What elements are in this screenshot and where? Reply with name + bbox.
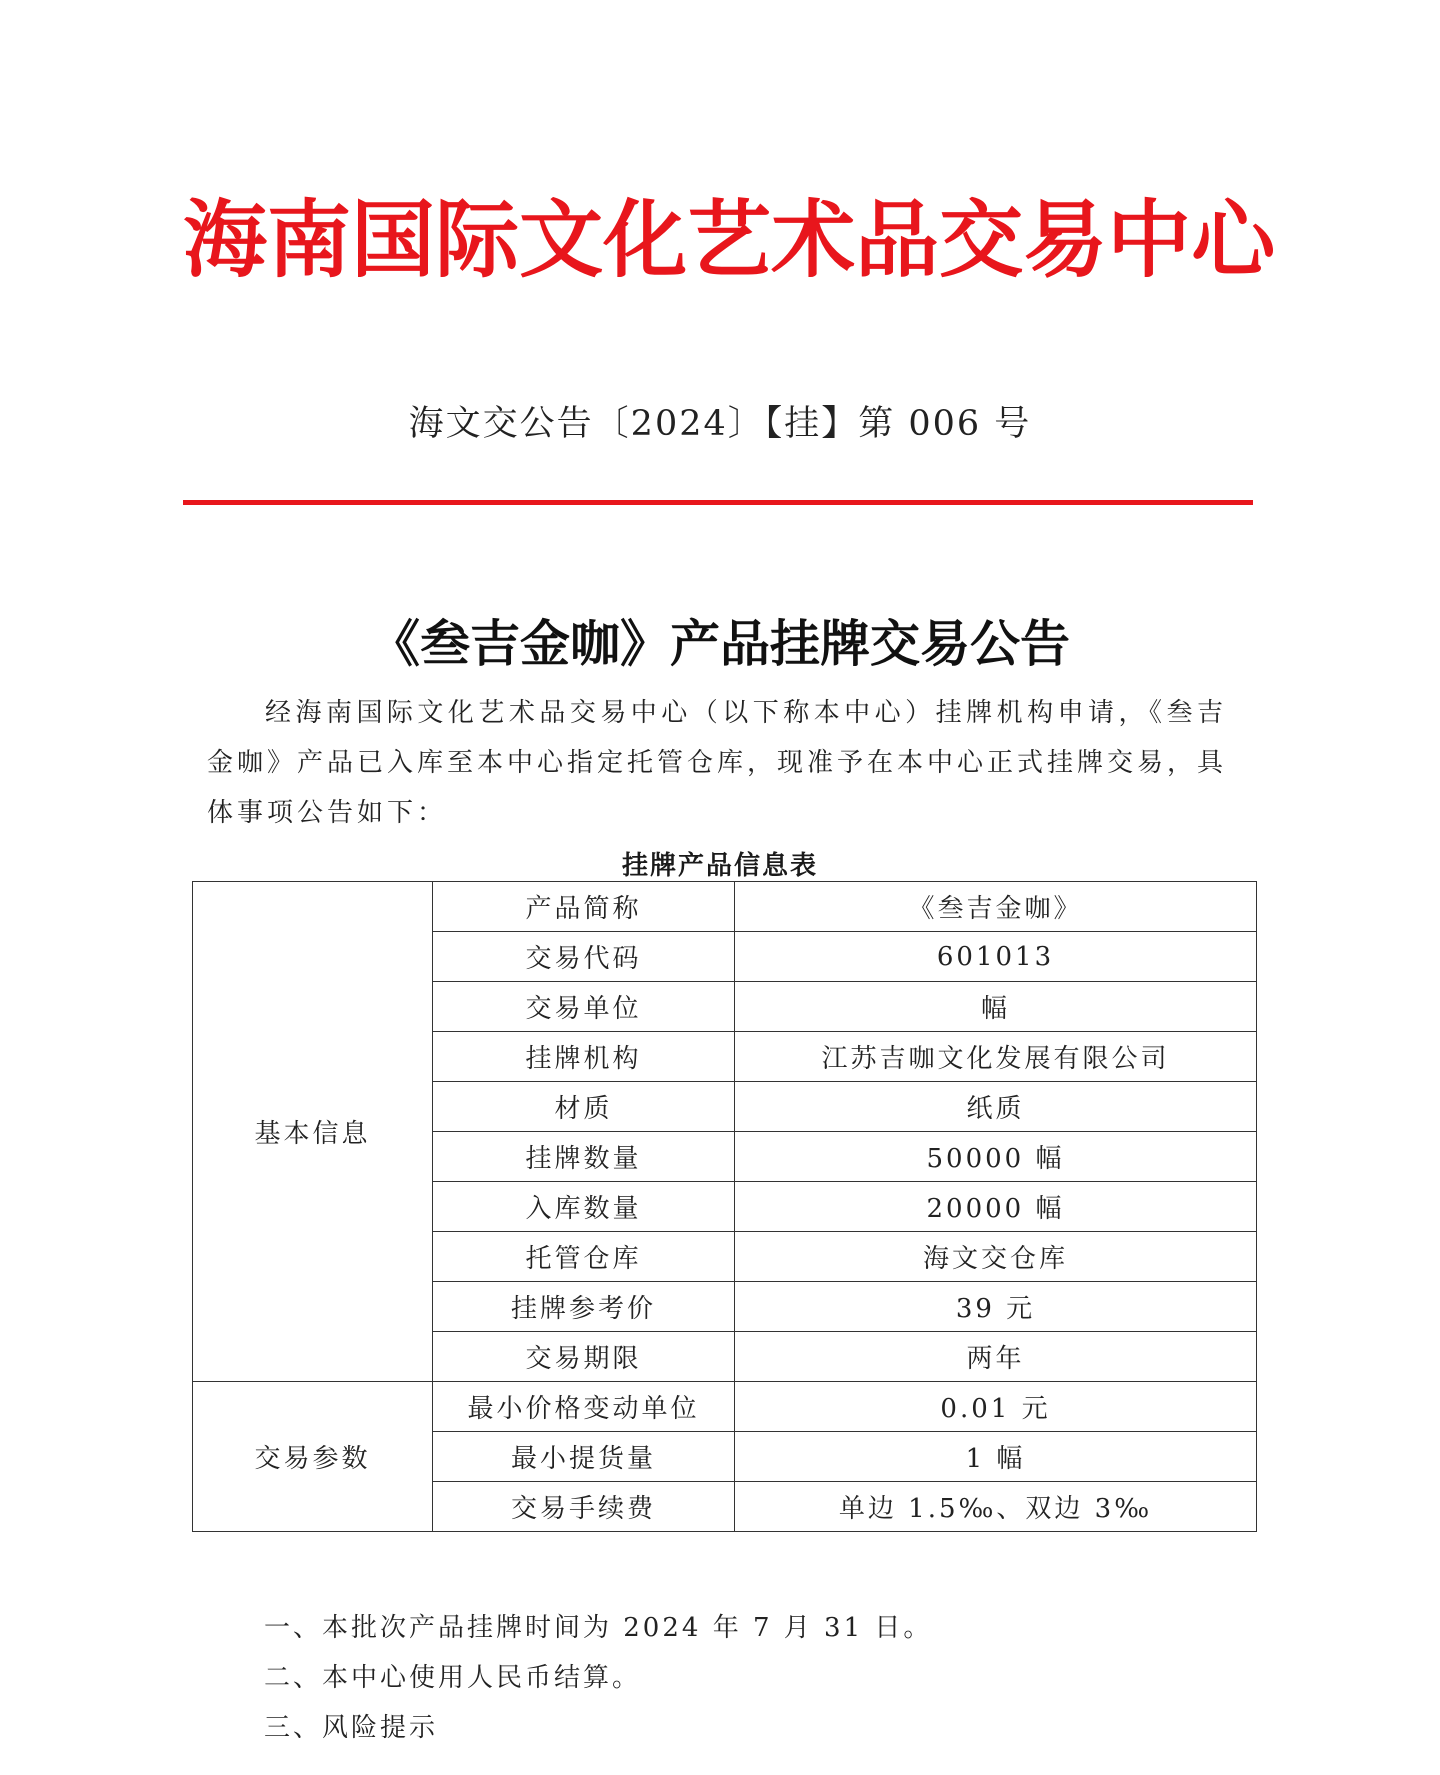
field-label: 挂牌机构 [433, 1032, 735, 1082]
org-title-char: 国 [351, 191, 436, 289]
field-value: 幅 [735, 982, 1257, 1032]
field-label: 产品简称 [433, 882, 735, 932]
product-info-table [192, 881, 1257, 1532]
field-value: 江苏吉咖文化发展有限公司 [735, 1032, 1257, 1082]
field-value: 1 幅 [735, 1432, 1257, 1482]
notice-title: 《叁吉金咖》产品挂牌交易公告 [370, 614, 1070, 673]
field-value: 50000 幅 [735, 1132, 1257, 1182]
document-number: 海文交公告〔2024〕【挂】第 006 号 [408, 404, 1032, 444]
field-label: 材质 [433, 1082, 735, 1132]
field-label: 入库数量 [433, 1182, 735, 1232]
field-value: 纸质 [735, 1082, 1257, 1132]
field-value: 39 元 [735, 1282, 1257, 1332]
field-value: 《叁吉金咖》 [735, 882, 1257, 932]
org-title-char: 交 [939, 191, 1024, 289]
field-label: 挂牌参考价 [433, 1282, 735, 1332]
red-divider [183, 500, 1253, 505]
org-title-char: 际 [435, 191, 520, 289]
table-row [193, 882, 1257, 932]
field-value: 单边 1.5‰、双边 3‰ [735, 1482, 1257, 1532]
field-label: 托管仓库 [433, 1232, 735, 1282]
field-value: 两年 [735, 1332, 1257, 1382]
field-label: 交易期限 [433, 1332, 735, 1382]
org-title-char: 海 [183, 191, 268, 289]
field-label: 挂牌数量 [433, 1132, 735, 1182]
org-title-char: 心 [1191, 191, 1276, 289]
clause-settlement: 二、本中心使用人民币结算。 [264, 1663, 642, 1693]
org-title-char: 术 [771, 191, 856, 289]
org-title-char: 南 [267, 191, 352, 289]
group-label-basic: 基本信息 [193, 882, 433, 1382]
clause-risk-warning: 三、风险提示 [264, 1713, 439, 1743]
table-row [193, 1382, 1257, 1432]
organization-title [183, 180, 1276, 300]
field-label: 交易手续费 [433, 1482, 735, 1532]
field-label: 最小提货量 [433, 1432, 735, 1482]
org-title-char: 品 [855, 191, 940, 289]
org-title-char: 中 [1107, 191, 1192, 289]
group-label-trading: 交易参数 [193, 1382, 433, 1532]
table-caption: 挂牌产品信息表 [621, 851, 818, 881]
field-label: 交易单位 [433, 982, 735, 1032]
org-title-char: 易 [1023, 191, 1108, 289]
org-title-char: 化 [603, 191, 688, 289]
field-value: 海文交仓库 [735, 1232, 1257, 1282]
intro-paragraph: 经海南国际文化艺术品交易中心（以下称本中心）挂牌机构申请，《叁吉金咖》产品已入库至本中心指定托管仓库，现准予在本中心正式挂牌交易，具体事项公告如下： [207, 698, 1228, 828]
clause-listing-date: 一、本批次产品挂牌时间为 2024 年 7 月 31 日。 [264, 1613, 933, 1643]
field-label: 交易代码 [433, 932, 735, 982]
field-value: 0.01 元 [735, 1382, 1257, 1432]
org-title-char: 艺 [687, 191, 772, 289]
field-value: 20000 幅 [735, 1182, 1257, 1232]
field-label: 最小价格变动单位 [433, 1382, 735, 1432]
field-value: 601013 [735, 932, 1257, 982]
org-title-char: 文 [519, 191, 604, 289]
